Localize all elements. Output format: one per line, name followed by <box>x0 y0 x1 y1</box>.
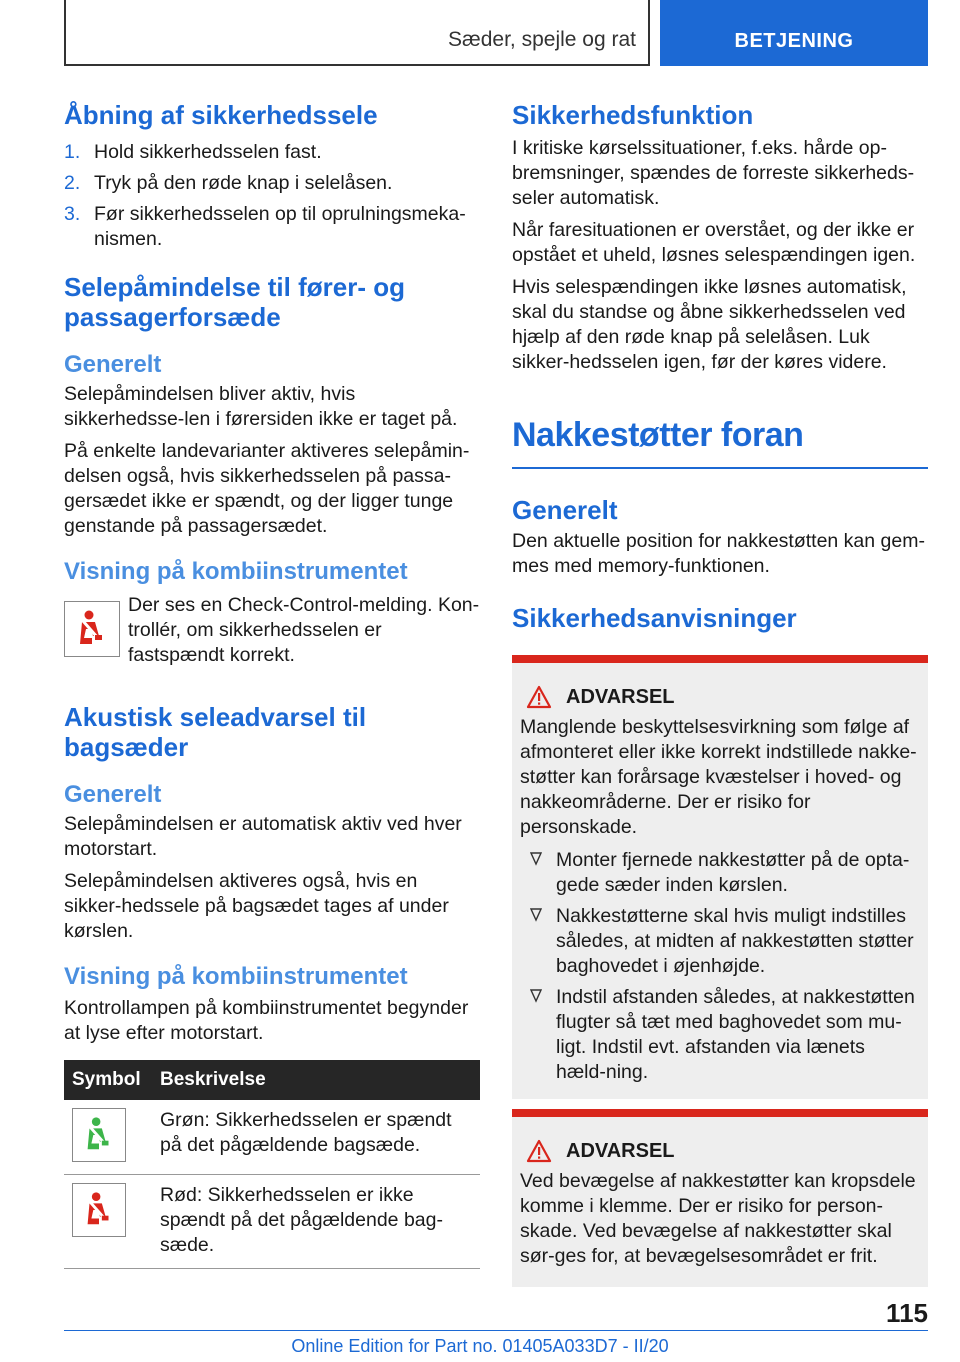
paragraph: Når faresituationen er overstået, og der ikke er opstået et uheld, løsnes selespændingen igen. <box>512 219 916 266</box>
heading-front-headrests: Nakkestøtter foran <box>512 416 804 454</box>
warning-text: Ved bevægelse af nakkestøtter kan kropsdele komme i klemme. Der er risiko for person-skade. Ved bevægelse af nakkestøtter skal sør-ges for, at bevægelsesområdet er frit. <box>520 1170 916 1267</box>
paragraph: Hvis selespændingen ikke løsnes automatisk, skal du standse og åbne sikkerhedsselen ved hjælp af den røde knap på selelåsen. Luk sikker-hedsselen igen, før der køres videre. <box>512 276 907 373</box>
warning-triangle-icon <box>526 685 552 709</box>
warning-title: ADVARSEL <box>520 1139 920 1163</box>
seatbelt-green-icon <box>72 1108 126 1162</box>
heading-open-belt: Åbning af sikkerhedssele <box>64 100 378 130</box>
paragraph: I kritiske kørselssituationer, f.eks. hårde op-bremsninger, spændes de forreste sikkerheds-seler automatisk. <box>512 137 915 209</box>
table-row <box>64 1100 480 1175</box>
left-column <box>64 100 480 1269</box>
chapter-tab <box>660 0 928 66</box>
chapter-title: BETJENING <box>734 30 854 52</box>
paragraph: Selepåmindelsen er automatisk aktiv ved hver motorstart. <box>64 813 462 860</box>
heading-general: Generelt <box>64 351 162 378</box>
list-item: Monter fjernede nakkestøtter på de opta-gede sæder inden kørslen. <box>520 848 920 898</box>
warning-text: Manglende beskyttelsesvirkning som følge af afmonteret eller ikke korrekt indstillede nakke-støtter kan forårsage kvæstelser i hoved- og nakkeområderne. Der er risiko for personskade. <box>520 716 917 838</box>
warning-box <box>512 1109 928 1287</box>
list-item: 1. Hold sikkerhedsselen fast. <box>64 141 322 163</box>
table-row <box>64 1175 480 1269</box>
seatbelt-red-icon <box>64 601 120 657</box>
heading-general: Generelt <box>64 781 162 808</box>
paragraph: Selepåmindelsen bliver aktiv, hvis sikkerhedsse-len i førersiden ikke er taget på. <box>64 383 458 430</box>
heading-rule <box>512 467 928 469</box>
warning-triangle-icon <box>526 1139 552 1163</box>
list-item: 3. Før sikkerhedsselen op til oprulningsmeka-nismen. <box>64 203 466 250</box>
paragraph: På enkelte landevarianter aktiveres selepåmin-delsen også, hvis sikkerhedsselen på passa-gersædet ikke er spændt, og der ligger tunge genstande på passagersædet. <box>64 440 470 537</box>
bullet-triangle-icon <box>530 908 542 922</box>
heading-belt-reminder: Selepåmindelse til fører- og passagerforsæde <box>64 272 405 332</box>
page-number: 115 <box>886 1298 928 1328</box>
heading-display: Visning på kombiinstrumentet <box>64 558 408 585</box>
paragraph: Kontrollampen på kombiinstrumentet begynder at lyse efter motorstart. <box>64 997 469 1044</box>
footer-rule <box>64 1330 928 1331</box>
section-tab <box>64 0 650 66</box>
section-title: Sæder, spejle og rat <box>448 28 636 51</box>
heading-safety-notes: Sikkerhedsanvisninger <box>512 603 797 633</box>
bullet-triangle-icon <box>530 989 542 1003</box>
list-item: Nakkestøtterne skal hvis muligt indstilles således, at midten af nakkestøtten støtter baghovedet i øjenhøjde. <box>520 904 920 979</box>
heading-display: Visning på kombiinstrumentet <box>64 963 408 990</box>
table-cell-description: Grøn: Sikkerhedsselen er spændt på det pågældende bagsæde. <box>152 1100 480 1175</box>
heading-general: Generelt <box>512 495 618 525</box>
table-cell-description: Rød: Sikkerhedsselen er ikke spændt på det pågældende bag-sæde. <box>152 1175 480 1269</box>
symbol-table <box>64 1060 480 1269</box>
steps-list <box>64 140 480 252</box>
column-header-description: Beskrivelse <box>152 1060 480 1100</box>
warning-box <box>512 655 928 1099</box>
page-header <box>64 0 928 66</box>
paragraph: Der ses en Check-Control-melding. Kon-trollér, om sikkerhedsselen er fastspændt korrekt. <box>128 594 480 666</box>
seatbelt-red-icon <box>72 1183 126 1237</box>
paragraph: Selepåmindelsen aktiveres også, hvis en sikker-hedssele på bagsædet tages af under kørslen. <box>64 870 449 942</box>
heading-safety-function: Sikkerhedsfunktion <box>512 100 754 130</box>
footer-text: Online Edition for Part no. 01405A033D7 - II/20 <box>291 1336 669 1356</box>
list-item: 2. Tryk på den røde knap i selelåsen. <box>64 172 393 194</box>
table-header-row <box>64 1060 480 1100</box>
paragraph: Den aktuelle position for nakkestøtten kan gem-mes med memory-funktionen. <box>512 530 925 577</box>
bullet-triangle-icon <box>530 852 542 866</box>
heading-acoustic-warning: Akustisk seleadvarsel til bagsæder <box>64 702 367 762</box>
list-item: Indstil afstanden således, at nakkestøtten flugter så tæt med baghovedet som mu-ligt. Indstil evt. afstanden via lænets hæld-ning. <box>520 985 920 1085</box>
right-column <box>512 100 928 1287</box>
warning-title: ADVARSEL <box>520 685 920 709</box>
display-note <box>64 593 480 668</box>
column-header-symbol: Symbol <box>64 1060 152 1100</box>
